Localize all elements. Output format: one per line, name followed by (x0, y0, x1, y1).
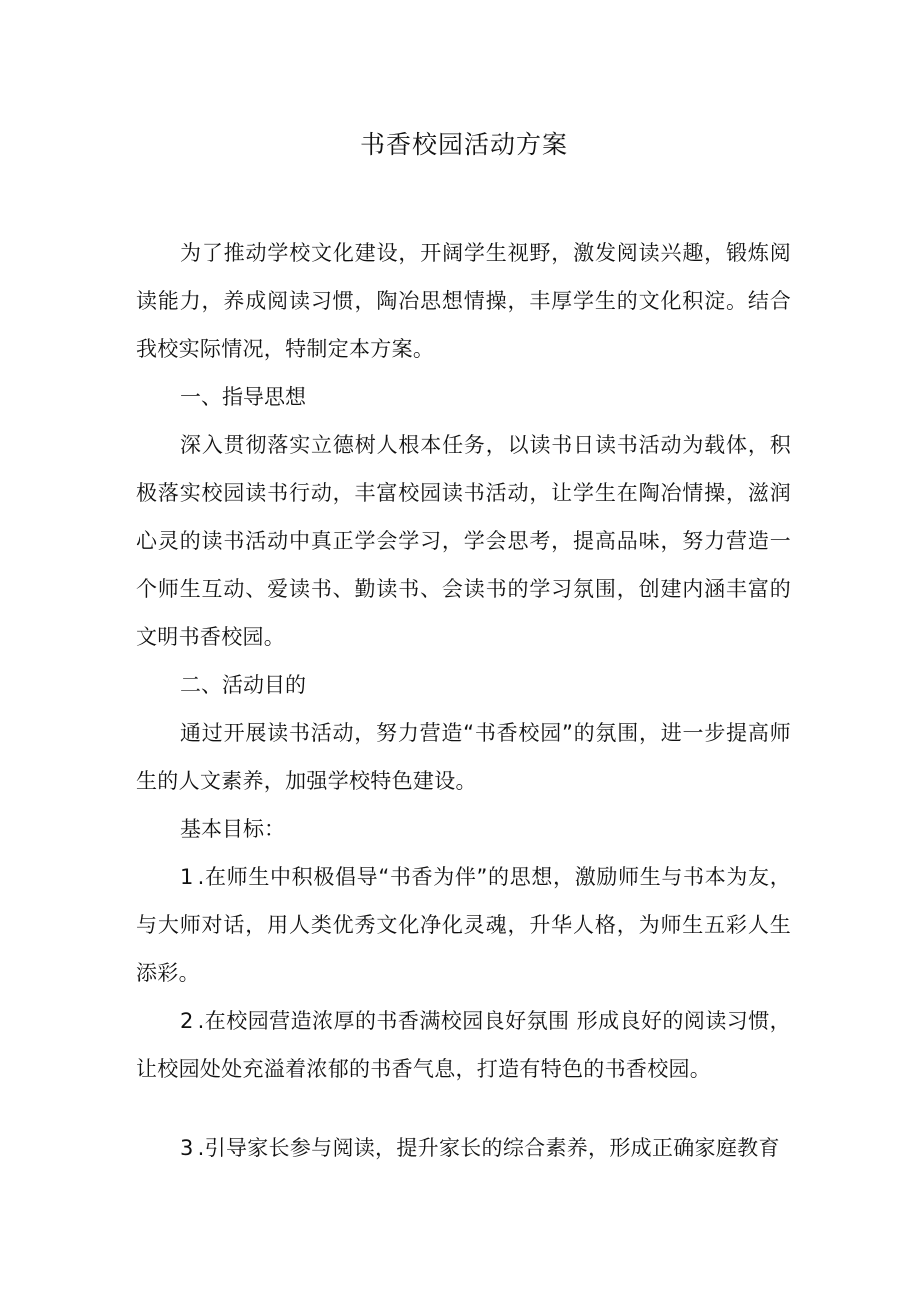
guiding-ideology-paragraph: 深入贯彻落实立德树人根本任务，以读书日读书活动为载体，积极落实校园读书行动，丰富校园读书活动，让学生在陶冶情操，滋润心灵的读书活动中真正学会学习，学会思考，提高品味，努力营造一个师生互动、爱读书、勤读书、会读书的学习氛围，创建内涵丰富的文明书香校园。 (136, 433, 791, 649)
goal-number: 1 (180, 865, 194, 889)
goal-item-3 (136, 1124, 791, 1172)
intro-paragraph: 为了推动学校文化建设，开阔学生视野，激发阅读兴趣，锻炼阅读能力，养成阅读习惯，陶冶思想情操，丰厚学生的文化积淀。结合我校实际情况，特制定本方案。 (136, 241, 791, 361)
goal-text: .在师生中积极倡导“书香为伴”的思想，激励师生与书本为友，与大师对话，用人类优秀文化净化灵魂，升华人格，为师生五彩人生添彩。 (136, 865, 791, 985)
section-heading-activity-purpose: 二、活动目的 (180, 673, 306, 697)
basic-goals-label: 基本目标： (180, 817, 285, 841)
goal-text: .在校园营造浓厚的书香满校园良好氛围 形成良好的阅读习惯，让校园处处充溢着浓郁的书香气息，打造有特色的书香校园。 (136, 1009, 791, 1081)
goal-number: 2 (180, 1009, 194, 1033)
goal-item-2 (136, 997, 791, 1093)
goal-text: .引导家长参与阅读，提升家长的综合素养，形成正确家庭教育 (197, 1136, 780, 1160)
goal-item-1 (136, 853, 791, 997)
activity-purpose-paragraph: 通过开展读书活动，努力营造“书香校园”的氛围，进一步提高师生的人文素养，加强学校特色建设。 (136, 721, 791, 793)
goal-number: 3 (180, 1136, 194, 1160)
section-heading-guiding-ideology: 一、指导思想 (180, 385, 306, 409)
document-title: 书香校园活动方案 (359, 130, 568, 159)
